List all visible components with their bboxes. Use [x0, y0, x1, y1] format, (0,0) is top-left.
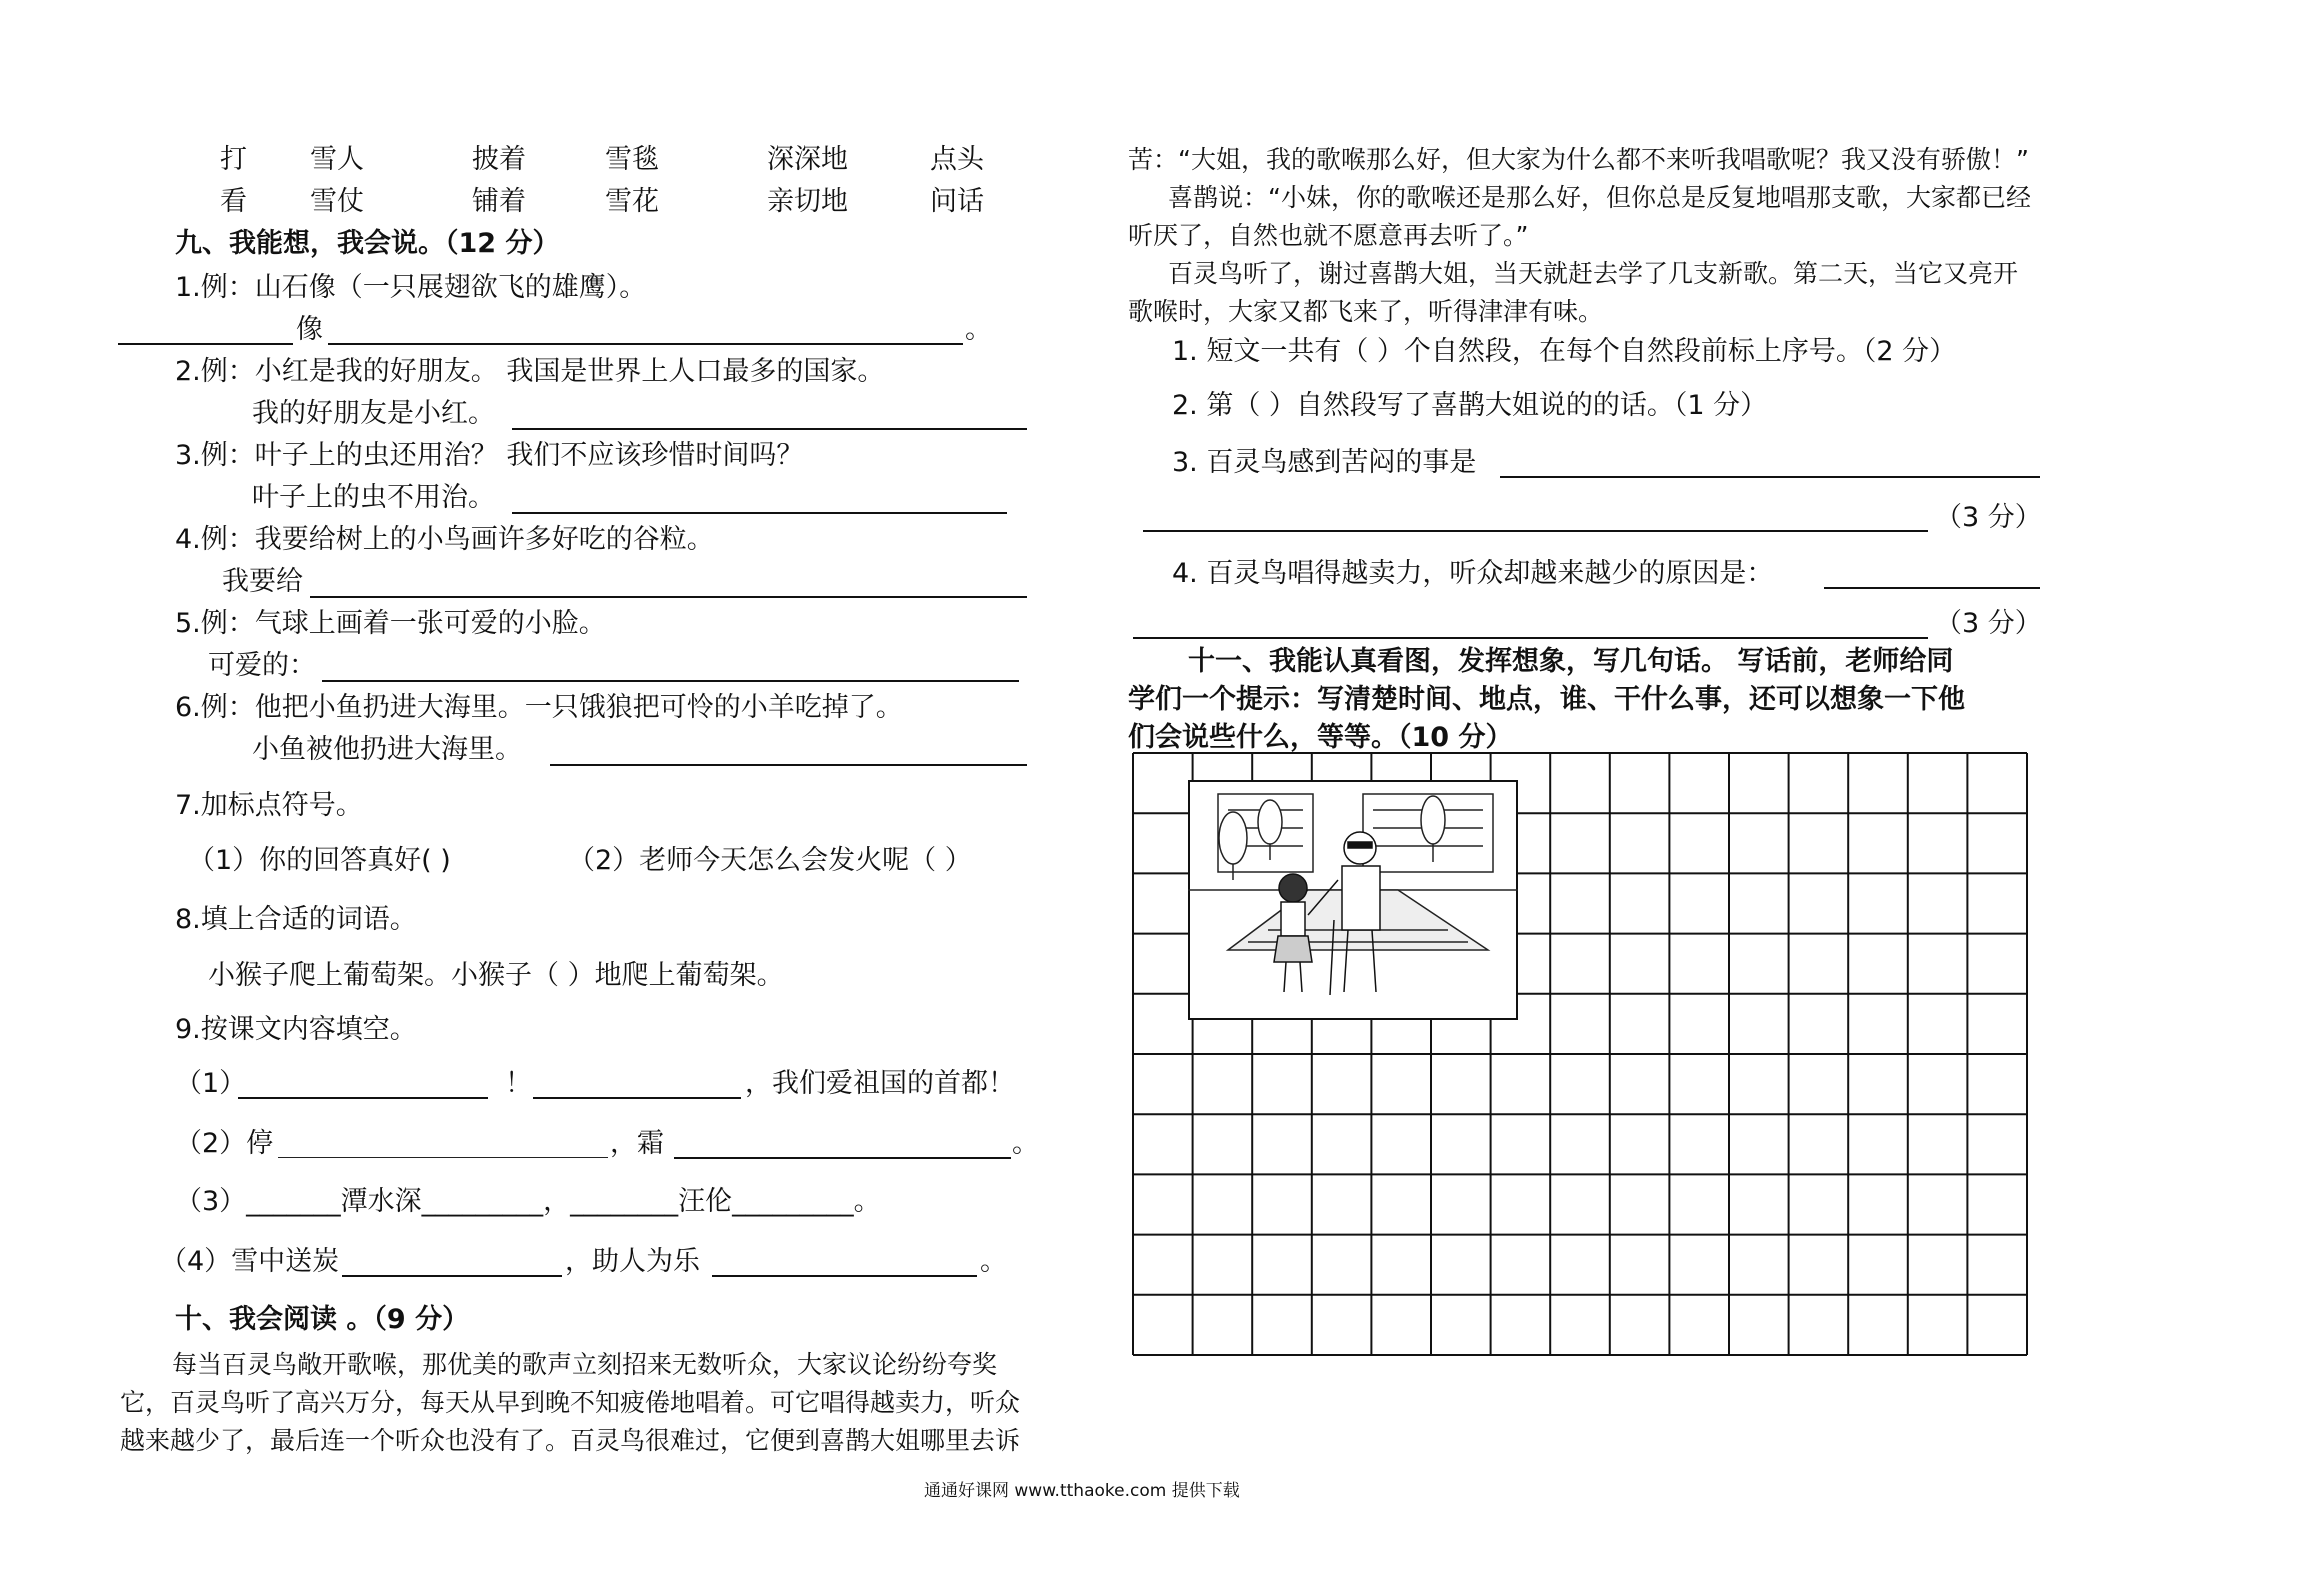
- footer-credit: 通通好课网 www.tthaoke.com 提供下载: [924, 1481, 1240, 1501]
- passage-line: 听厌了，自然也就不愿意再去听了。”: [1128, 221, 1529, 250]
- q1-example: 1.例：山石像（一只展翅欲飞的雄鹰）。: [175, 272, 647, 303]
- reading-q2[interactable]: 2. 第（ ）自然段写了喜鹊大姐说的的话。（1 分）: [1172, 390, 1768, 421]
- section-10-heading: 十、我会阅读 。（9 分）: [175, 1304, 470, 1335]
- q9-1-blank-a[interactable]: [238, 1097, 488, 1099]
- q2-blank[interactable]: [512, 428, 1027, 430]
- q9-4-blank-b[interactable]: [712, 1275, 977, 1277]
- word: 雪仗: [310, 186, 364, 217]
- illustration-image: [1188, 780, 1518, 1020]
- reading-q1[interactable]: 1. 短文一共有（ ）个自然段，在每个自然段前标上序号。（2 分）: [1172, 336, 1957, 367]
- q9-4-label: （4）雪中送炭: [160, 1246, 340, 1277]
- q8-title: 8.填上合适的词语。: [175, 904, 417, 935]
- word: 披着: [472, 144, 526, 175]
- section-11-line-1: 十一、我能认真看图，发挥想象，写几句话。 写话前，老师给同: [1188, 646, 1954, 677]
- q1-blank-a[interactable]: [118, 343, 293, 345]
- q9-2-label: （2）停: [175, 1128, 274, 1159]
- passage-line: 喜鹊说：“小妹，你的歌喉还是那么好，但你总是反复地唱那支歌，大家都已经: [1168, 183, 2031, 212]
- q3-answer-prefix: 叶子上的虫不用治。: [252, 482, 495, 513]
- q9-title: 9.按课文内容填空。: [175, 1014, 417, 1045]
- word: 看: [220, 186, 247, 217]
- section-11-line-2: 学们一个提示：写清楚时间、地点，谁、干什么事，还可以想象一下他: [1128, 684, 1965, 715]
- q9-1-blank-b[interactable]: [533, 1097, 741, 1099]
- reading-q3-score: （3 分）: [1935, 502, 2042, 533]
- reading-q3-blank-a[interactable]: [1500, 476, 2040, 478]
- q4-answer-prefix: 我要给: [222, 566, 303, 597]
- word: 亲切地: [767, 186, 848, 217]
- q5-answer-prefix: 可爱的：: [208, 650, 316, 681]
- q3-example: 3.例：叶子上的虫还用治？ 我们不应该珍惜时间吗？: [175, 440, 804, 471]
- q7-item-1[interactable]: （1）你的回答真好( ): [188, 845, 451, 876]
- q2-answer-prefix: 我的好朋友是小红。: [252, 398, 495, 429]
- word: 问话: [930, 186, 984, 217]
- reading-q3-blank-b[interactable]: [1143, 530, 1928, 532]
- passage-line: 百灵鸟听了，谢过喜鹊大姐，当天就赶去学了几支新歌。第二天，当它又亮开: [1168, 259, 2019, 288]
- q8-text[interactable]: 小猴子爬上葡萄架。小猴子（ ）地爬上葡萄架。: [208, 960, 784, 991]
- passage-line: 它，百灵鸟听了高兴万分，每天从早到晚不知疲倦地唱着。可它唱得越卖力，听众: [120, 1388, 1021, 1417]
- q1-blank-b[interactable]: [328, 343, 963, 345]
- word: 打: [220, 144, 247, 175]
- reading-q4-blank-b[interactable]: [1133, 637, 1928, 639]
- word: 点头: [930, 144, 984, 175]
- q9-2-mid: ，霜: [610, 1128, 664, 1159]
- reading-q4: 4. 百灵鸟唱得越卖力，听众却越来越少的原因是：: [1172, 558, 1774, 589]
- passage-line: 苦：“大姐，我的歌喉那么好，但大家为什么都不来听我唱歌呢？我又没有骄傲！”: [1128, 145, 2029, 174]
- reading-q4-blank-a[interactable]: [1824, 587, 2040, 589]
- word: 雪人: [310, 144, 364, 175]
- passage-line: 越来越少了，最后连一个听众也没有了。百灵鸟很难过，它便到喜鹊大姐哪里去诉: [120, 1426, 1021, 1455]
- section-9-heading: 九、我能想，我会说。（12 分）: [175, 228, 560, 259]
- q9-2-blank-b[interactable]: [674, 1157, 1011, 1159]
- q9-1-label: （1）: [175, 1068, 247, 1099]
- q1-end: 。: [965, 314, 992, 345]
- q9-4-blank-a[interactable]: [342, 1275, 562, 1277]
- q3-blank[interactable]: [512, 512, 1007, 514]
- q9-2-end: 。: [1012, 1128, 1039, 1159]
- q2-example: 2.例：小红是我的好朋友。 我国是世界上人口最多的国家。: [175, 356, 885, 387]
- reading-q4-score: （3 分）: [1935, 608, 2042, 639]
- q1-mid: 像: [296, 314, 323, 345]
- q6-example: 6.例：他把小鱼扔进大海里。一只饿狼把可怜的小羊吃掉了。: [175, 692, 903, 723]
- section-11-line-3: 们会说些什么，等等。（10 分）: [1128, 722, 1513, 753]
- q4-example: 4.例：我要给树上的小鸟画许多好吃的谷粒。: [175, 524, 714, 555]
- q9-2-blank-a[interactable]: [278, 1157, 608, 1158]
- q9-3[interactable]: （3）_______潭水深_________，________汪伦_________。: [175, 1186, 881, 1217]
- word: 雪毯: [605, 144, 659, 175]
- word: 雪花: [605, 186, 659, 217]
- q5-example: 5.例：气球上画着一张可爱的小脸。: [175, 608, 606, 639]
- reading-q3: 3. 百灵鸟感到苦闷的事是: [1172, 447, 1477, 478]
- q5-blank[interactable]: [322, 680, 1019, 682]
- passage-line: 每当百灵鸟敞开歌喉，那优美的歌声立刻招来无数听众，大家议论纷纷夸奖: [172, 1350, 998, 1379]
- q4-blank[interactable]: [310, 596, 1027, 598]
- q9-1-end: ，我们爱祖国的首都！: [745, 1068, 1015, 1099]
- q7-item-2[interactable]: （2）老师今天怎么会发火呢（ ）: [568, 845, 972, 876]
- q7-title: 7.加标点符号。: [175, 790, 363, 821]
- q9-4-mid: ，助人为乐: [565, 1246, 700, 1277]
- passage-line: 歌喉时，大家又都飞来了，听得津津有味。: [1128, 297, 1604, 326]
- q6-blank[interactable]: [550, 764, 1027, 766]
- word: 铺着: [472, 186, 526, 217]
- word: 深深地: [767, 144, 848, 175]
- q9-4-end: 。: [980, 1246, 1007, 1277]
- q6-answer-prefix: 小鱼被他扔进大海里。: [252, 734, 522, 765]
- q9-1-mark: ！: [505, 1068, 532, 1099]
